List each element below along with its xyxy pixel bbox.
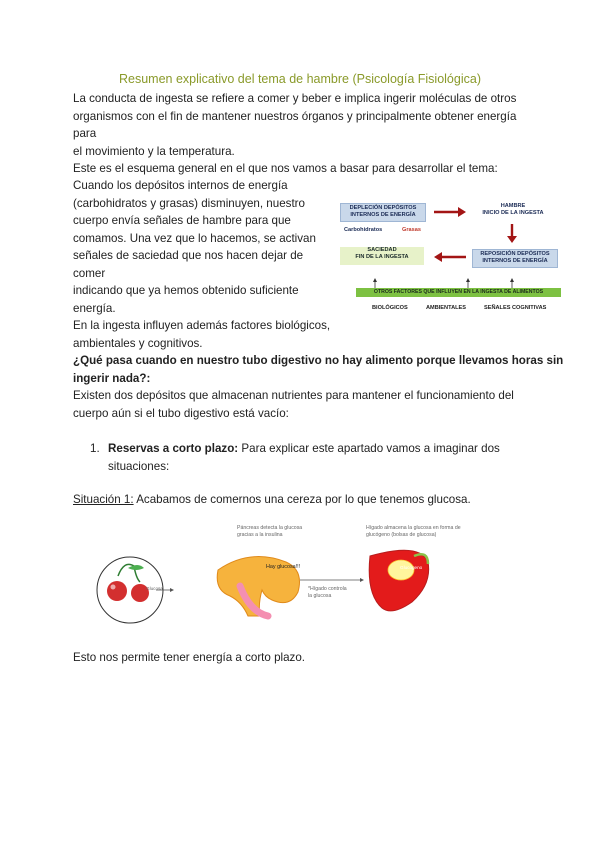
arrowhead-right-icon: [458, 207, 466, 217]
depletion-box: DEPLECIÓN DEPÓSITOS INTERNOS DE ENERGÍA: [340, 203, 426, 222]
liver-note: [366, 525, 461, 538]
intro-paragraph: [73, 90, 533, 160]
closing-line: Esto nos permite tener energía a corto plazo.: [73, 651, 306, 664]
arrowhead-down-icon: [507, 236, 517, 243]
text-line: comamos. Una vez que lo hacemos, se activan: [73, 231, 316, 245]
factor-biological: BIOLÓGICOS: [372, 305, 408, 311]
arrowhead-left-icon: [434, 252, 442, 262]
list-item-text: Para explicar este apartado vamos a imaginar dos: [241, 442, 500, 455]
liver-bubble: Glucógeno: [400, 565, 423, 570]
pancreas-note-line: gracias a la insulina: [237, 531, 283, 538]
arrow-note: [308, 586, 347, 599]
pancreas-bubble: Hay glucosa!!!: [266, 564, 301, 570]
satiety-subtitle: FIN DE LA INGESTA: [355, 254, 409, 260]
replenish-box: REPOSICIÓN DEPÓSITOS INTERNOS DE ENERGÍA: [472, 249, 558, 268]
question-line: ¿Qué pasa cuando en nuestro tubo digestivo no hay alimento porque llevamos horas sin: [73, 354, 564, 367]
text-line: energía.: [73, 301, 116, 315]
answer-paragraph: [73, 387, 514, 422]
factor-environmental: AMBIENTALES: [426, 305, 466, 311]
factors-bar: OTROS FACTORES QUE INFLUYEN EN LA INGESTA DE ALIMENTOS: [356, 288, 561, 297]
hunger-subtitle: INICIO DE LA INGESTA: [482, 210, 544, 216]
scheme-intro: Este es el esquema general en el que nos vamos a basar para desarrollar el tema:: [73, 162, 498, 175]
situation-1-label: Situación 1:: [73, 493, 134, 506]
fats-label: Grasas: [402, 227, 421, 233]
arrow-note-line: la glucosa: [308, 592, 332, 599]
hunger-title: HAMBRE: [500, 203, 526, 209]
answer-line: cuerpo aún si el tubo digestivo está vacío:: [73, 406, 289, 420]
text-line: (carbohidratos y grasas) disminuyen, nuestro: [73, 196, 305, 210]
diagram-arrows: [338, 195, 568, 315]
list-item-number: 1.: [90, 442, 100, 455]
pancreas-note-line: Páncreas detecta la glucosa: [237, 525, 303, 531]
page-title: Resumen explicativo del tema de hambre (Psicología Fisiológica): [119, 72, 481, 86]
glucose-label: Glucosa: [146, 586, 163, 591]
text-line: Cuando los depósitos internos de energía: [73, 179, 288, 192]
list-item-bold: Reservas a corto plazo:: [108, 442, 239, 455]
pancreas-note: [237, 525, 302, 538]
left-text-block: [73, 177, 333, 352]
situation-1: [73, 491, 471, 509]
question-heading: [73, 352, 563, 387]
intro-line: el movimiento y la temperatura.: [73, 144, 235, 158]
satiety-title: SACIEDAD: [367, 247, 397, 253]
list-item-line2: situaciones:: [108, 459, 170, 473]
text-line: indicando que ya hemos obtenido suficiente: [73, 284, 299, 297]
factor-cognitive: SEÑALES COGNITIVAS: [484, 305, 547, 311]
glucose-illustration: [90, 520, 510, 630]
carbs-label: Carbohidratos: [344, 227, 383, 233]
text-line: cuerpo envía señales de hambre para que: [73, 214, 291, 227]
liver-icon: [369, 550, 428, 611]
arrow-note-line: *Hígado controla: [308, 586, 347, 592]
intro-line: organismos con el fin de mantener nuestros órganos y principalmente obtener energía para: [73, 109, 517, 140]
hunger-scheme-diagram: [338, 195, 568, 315]
liver-note-line: Hígado almacena la glucosa en forma de: [366, 525, 461, 531]
list-item: [108, 440, 528, 475]
text-line: señales de saciedad que nos hacen dejar de comer: [73, 249, 304, 280]
situation-1-text: Acabamos de comernos una cereza por lo que tenemos glucosa.: [136, 493, 471, 506]
text-line: ambientales y cognitivos.: [73, 336, 203, 350]
text-line: En la ingesta influyen además factores biológicos,: [73, 319, 331, 332]
liver-note-line: glucógeno (bolsas de glucosa): [366, 531, 437, 538]
question-line: ingerir nada?:: [73, 371, 151, 385]
answer-line: Existen dos depósitos que almacenan nutrientes para mantener el funcionamiento del: [73, 389, 514, 402]
intro-line: La conducta de ingesta se refiere a comer y beber e implica ingerir moléculas de otros: [73, 92, 517, 105]
